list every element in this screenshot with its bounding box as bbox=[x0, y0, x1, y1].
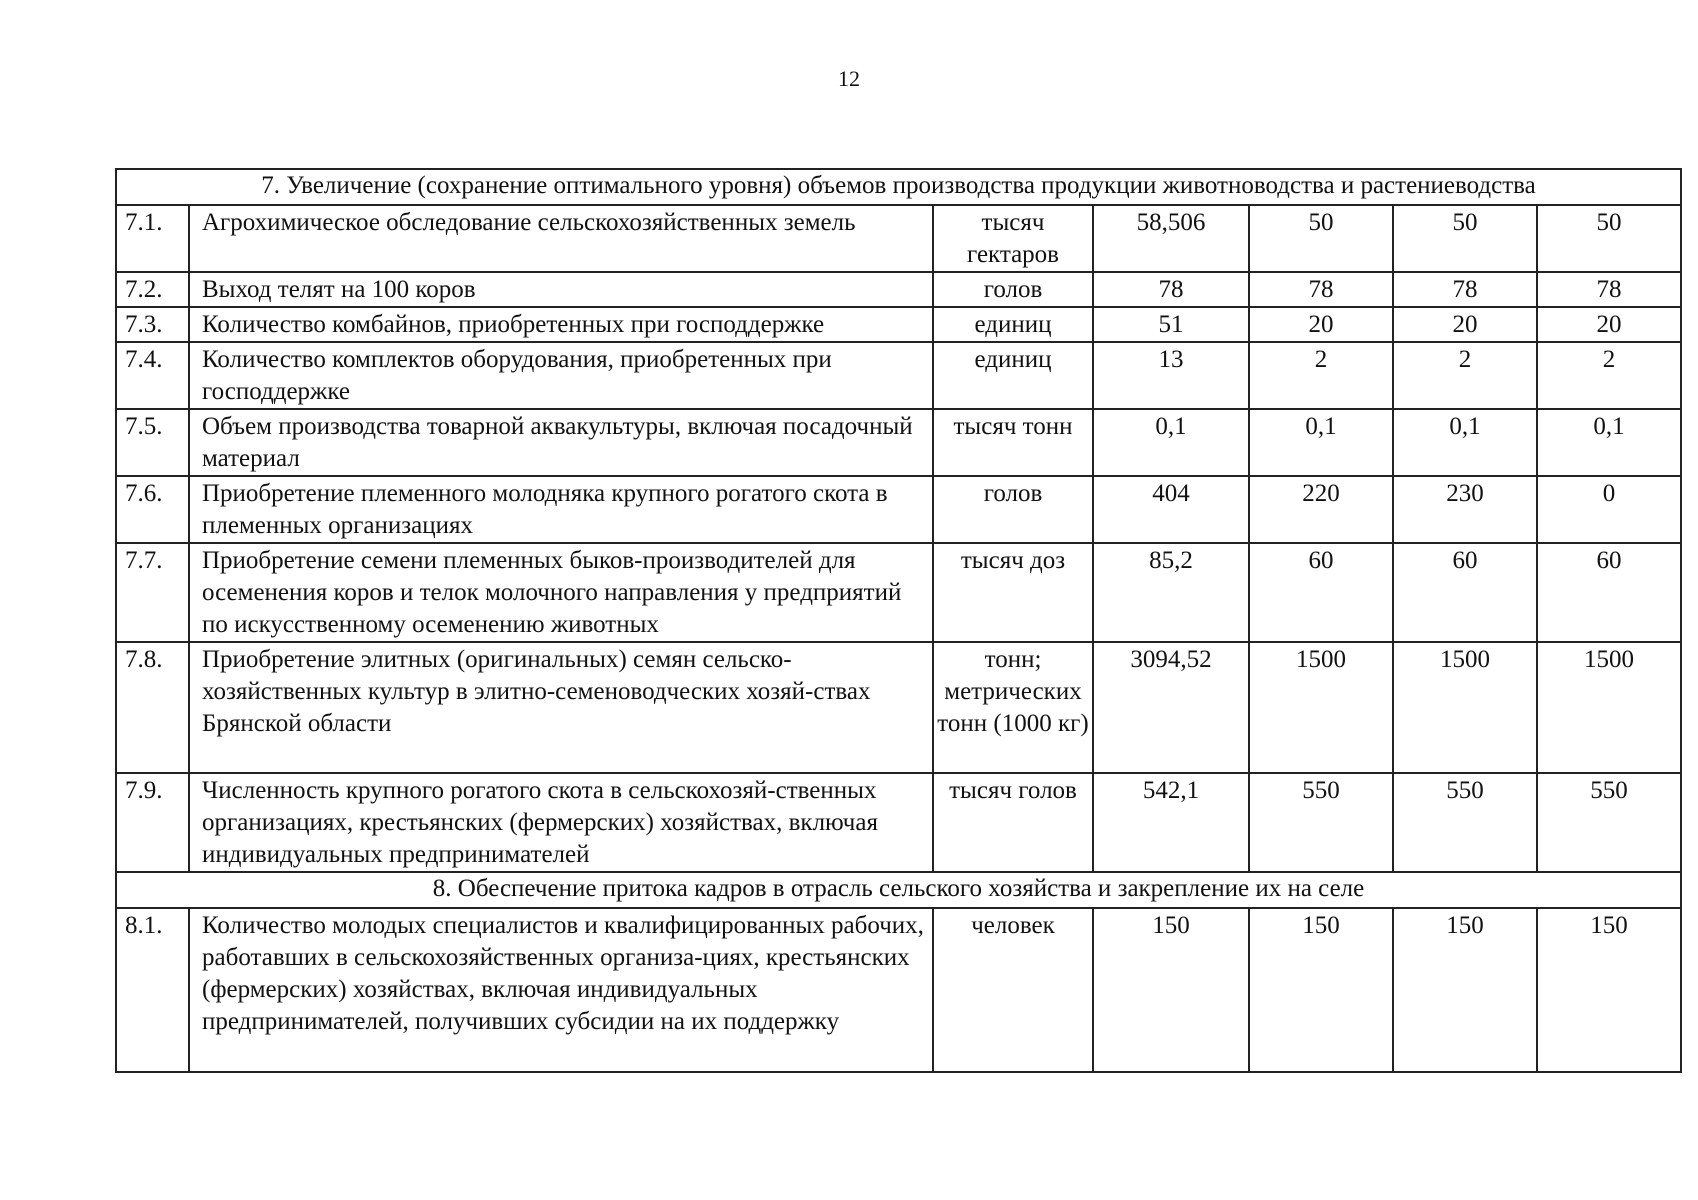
table-row bbox=[116, 476, 1681, 543]
value-cell: 550 bbox=[1537, 773, 1681, 872]
value-cell: 1500 bbox=[1249, 642, 1393, 773]
indicator-name: Приобретение племенного молодняка крупного рогатого скота в племенных организациях bbox=[189, 476, 933, 543]
value-cell: 3094,52 bbox=[1093, 642, 1249, 773]
value-cell: 2 bbox=[1249, 342, 1393, 409]
row-number: 7.2. bbox=[116, 272, 189, 307]
value-cell: 220 bbox=[1249, 476, 1393, 543]
value-cell: 60 bbox=[1393, 543, 1537, 642]
value-cell: 60 bbox=[1537, 543, 1681, 642]
value-cell: 78 bbox=[1249, 272, 1393, 307]
row-number: 7.1. bbox=[116, 205, 189, 272]
table-row bbox=[116, 908, 1681, 1072]
value-cell: 50 bbox=[1249, 205, 1393, 272]
value-cell: 1500 bbox=[1393, 642, 1537, 773]
value-cell: 50 bbox=[1393, 205, 1537, 272]
value-cell: 150 bbox=[1093, 908, 1249, 1072]
value-cell: 542,1 bbox=[1093, 773, 1249, 872]
value-cell: 550 bbox=[1393, 773, 1537, 872]
unit: голов bbox=[933, 272, 1093, 307]
unit: тысяч голов bbox=[933, 773, 1093, 872]
value-cell: 60 bbox=[1249, 543, 1393, 642]
indicator-name: Выход телят на 100 коров bbox=[189, 272, 933, 307]
unit: единиц bbox=[933, 342, 1093, 409]
indicator-name: Объем производства товарной аквакультуры, включая посадочный материал bbox=[189, 409, 933, 476]
row-number: 7.7. bbox=[116, 543, 189, 642]
row-number: 7.3. bbox=[116, 307, 189, 342]
value-cell: 2 bbox=[1537, 342, 1681, 409]
row-number: 7.5. bbox=[116, 409, 189, 476]
row-number: 7.4. bbox=[116, 342, 189, 409]
value-cell: 20 bbox=[1249, 307, 1393, 342]
unit: тысяч гектаров bbox=[933, 205, 1093, 272]
section-header-row bbox=[116, 872, 1681, 908]
unit: человек bbox=[933, 908, 1093, 1072]
value-cell: 230 bbox=[1393, 476, 1537, 543]
table-row bbox=[116, 773, 1681, 872]
value-cell: 0,1 bbox=[1537, 409, 1681, 476]
row-number: 8.1. bbox=[116, 908, 189, 1072]
indicator-name: Численность крупного рогатого скота в сельскохозяй-ственных организациях, крестьянских (фермерских) хозяйствах, включая индивидуальных предпринимателей bbox=[189, 773, 933, 872]
value-cell: 78 bbox=[1393, 272, 1537, 307]
section-header-row bbox=[116, 169, 1681, 205]
value-cell: 0,1 bbox=[1393, 409, 1537, 476]
unit: тонн; метрических тонн (1000 кг) bbox=[933, 642, 1093, 773]
indicators-table bbox=[115, 168, 1682, 1073]
indicator-name: Количество молодых специалистов и квалифицированных рабочих, работавших в сельскохозяйственных организа-циях, крестьянских (фермерских) хозяйствах, включая индивидуальных предпринимателей, получивших субсидии на их поддержку bbox=[189, 908, 933, 1072]
value-cell: 0,1 bbox=[1249, 409, 1393, 476]
section-title: 7. Увеличение (сохранение оптимального уровня) объемов производства продукции животноводства и растениеводства bbox=[116, 169, 1681, 205]
value-cell: 78 bbox=[1093, 272, 1249, 307]
table-row bbox=[116, 409, 1681, 476]
value-cell: 2 bbox=[1393, 342, 1537, 409]
value-cell: 85,2 bbox=[1093, 543, 1249, 642]
unit: тысяч доз bbox=[933, 543, 1093, 642]
value-cell: 58,506 bbox=[1093, 205, 1249, 272]
row-number: 7.8. bbox=[116, 642, 189, 773]
indicator-name: Агрохимическое обследование сельскохозяйственных земель bbox=[189, 205, 933, 272]
row-number: 7.9. bbox=[116, 773, 189, 872]
value-cell: 13 bbox=[1093, 342, 1249, 409]
indicator-name: Количество комплектов оборудования, приобретенных при господдержке bbox=[189, 342, 933, 409]
table-row bbox=[116, 272, 1681, 307]
value-cell: 20 bbox=[1393, 307, 1537, 342]
table-row bbox=[116, 205, 1681, 272]
table-row bbox=[116, 342, 1681, 409]
table-row bbox=[116, 543, 1681, 642]
table-row bbox=[116, 642, 1681, 773]
value-cell: 50 bbox=[1537, 205, 1681, 272]
value-cell: 1500 bbox=[1537, 642, 1681, 773]
value-cell: 20 bbox=[1537, 307, 1681, 342]
value-cell: 150 bbox=[1393, 908, 1537, 1072]
section-title: 8. Обеспечение притока кадров в отрасль сельского хозяйства и закрепление их на селе bbox=[116, 872, 1681, 908]
row-number: 7.6. bbox=[116, 476, 189, 543]
value-cell: 150 bbox=[1537, 908, 1681, 1072]
table-row bbox=[116, 307, 1681, 342]
value-cell: 550 bbox=[1249, 773, 1393, 872]
value-cell: 150 bbox=[1249, 908, 1393, 1072]
indicator-name: Приобретение элитных (оригинальных) семян сельско-хозяйственных культур в элитно-семеноводческих хозяй-ствах Брянской области bbox=[189, 642, 933, 773]
indicator-name: Количество комбайнов, приобретенных при господдержке bbox=[189, 307, 933, 342]
indicator-name: Приобретение семени племенных быков-производителей для осеменения коров и телок молочного направления у предприятий по искусственному осеменению животных bbox=[189, 543, 933, 642]
page-number: 12 bbox=[838, 66, 860, 91]
value-cell: 51 bbox=[1093, 307, 1249, 342]
unit: единиц bbox=[933, 307, 1093, 342]
value-cell: 78 bbox=[1537, 272, 1681, 307]
value-cell: 404 bbox=[1093, 476, 1249, 543]
value-cell: 0 bbox=[1537, 476, 1681, 543]
unit: голов bbox=[933, 476, 1093, 543]
value-cell: 0,1 bbox=[1093, 409, 1249, 476]
unit: тысяч тонн bbox=[933, 409, 1093, 476]
